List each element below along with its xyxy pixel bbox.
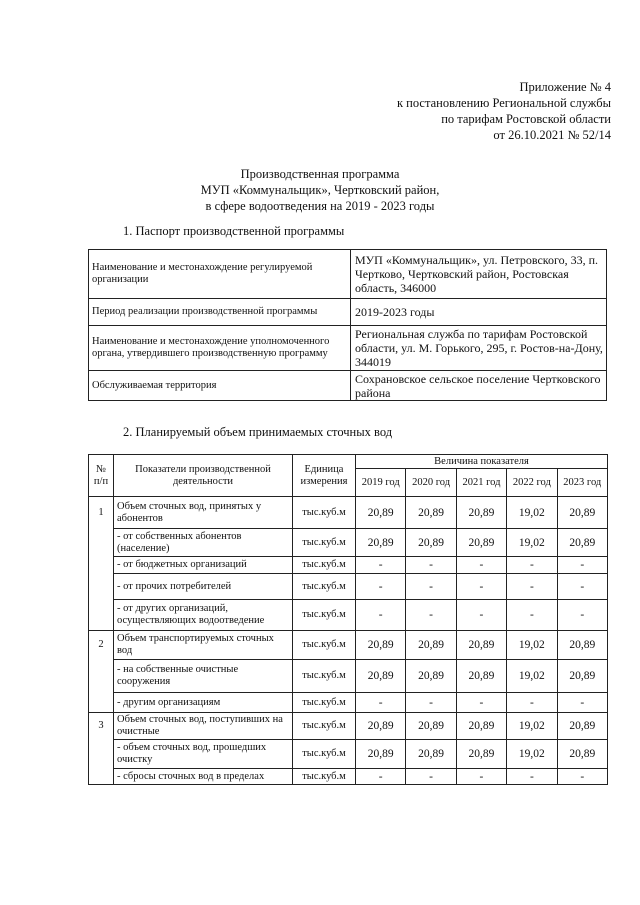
value-cell: -: [356, 557, 406, 574]
value-cell: 20,89: [406, 631, 456, 660]
value-cell: -: [456, 693, 506, 713]
value-cell: -: [356, 600, 406, 631]
value-cell: -: [456, 769, 506, 785]
table-row: [89, 769, 608, 785]
table-row: [89, 600, 608, 631]
passport-value: 2019-2023 годы: [351, 299, 607, 326]
row-number: 1: [89, 497, 114, 529]
value-cell: 20,89: [406, 740, 456, 769]
unit-cell: тыс.куб.м: [293, 631, 356, 660]
title-line: в сфере водоотведения на 2019 - 2023 годы: [205, 199, 435, 213]
table-row: [89, 371, 607, 401]
row-number: 3: [89, 713, 114, 740]
table-row: [89, 529, 608, 557]
table-row: [89, 660, 608, 693]
value-cell: 20,89: [557, 713, 607, 740]
indicator-cell: - на собственные очистные сооружения: [114, 660, 293, 693]
value-cell: 20,89: [456, 631, 506, 660]
value-cell: 20,89: [406, 660, 456, 693]
table-header-row: [89, 455, 608, 469]
indicator-cell: - от бюджетных организаций: [114, 557, 293, 574]
value-cell: 19,02: [507, 529, 557, 557]
value-cell: 20,89: [557, 497, 607, 529]
value-cell: -: [557, 693, 607, 713]
indicator-cell: - сбросы сточных вод в пределах: [114, 769, 293, 785]
table-row: [89, 326, 607, 371]
col-value-header: Величина показателя: [356, 455, 608, 469]
section-1-heading: 1. Паспорт производственной программы: [123, 224, 345, 238]
unit-cell: тыс.куб.м: [293, 557, 356, 574]
value-cell: -: [456, 574, 506, 600]
year-header: 2019 год: [356, 469, 406, 497]
value-cell: -: [406, 693, 456, 713]
table-row: [89, 713, 608, 740]
indicator-cell: Объем сточных вод, поступивших на очистные: [114, 713, 293, 740]
row-number: [89, 660, 114, 693]
title-line: Производственная программа: [240, 167, 400, 181]
value-cell: 20,89: [557, 529, 607, 557]
value-cell: 20,89: [557, 660, 607, 693]
value-cell: -: [507, 769, 557, 785]
indicator-cell: - объем сточных вод, прошедших очистку: [114, 740, 293, 769]
table-row: [89, 631, 608, 660]
value-cell: 20,89: [406, 529, 456, 557]
value-cell: 19,02: [507, 713, 557, 740]
col-indicator-header: Показатели производственной деятельности: [114, 455, 293, 497]
year-header: 2022 год: [507, 469, 557, 497]
row-number: [89, 529, 114, 557]
value-cell: 19,02: [507, 740, 557, 769]
value-cell: -: [356, 693, 406, 713]
value-cell: 20,89: [456, 529, 506, 557]
row-number: [89, 574, 114, 600]
row-number: [89, 693, 114, 713]
passport-label: Период реализации производственной программы: [89, 299, 351, 326]
row-number: [89, 557, 114, 574]
indicator-cell: - другим организациям: [114, 693, 293, 713]
value-cell: -: [507, 600, 557, 631]
passport-value: Сохрановское сельское поселение Чертковского района: [351, 371, 607, 401]
passport-value: Региональная служба по тарифам Ростовской области, ул. М. Горького, 295, г. Ростов-на-Дону, 344019: [351, 326, 607, 371]
appendix-line: Приложение № 4: [519, 80, 611, 94]
value-cell: 20,89: [356, 660, 406, 693]
value-cell: -: [456, 600, 506, 631]
value-cell: 20,89: [356, 713, 406, 740]
indicator-cell: Объем транспортируемых сточных вод: [114, 631, 293, 660]
unit-cell: тыс.куб.м: [293, 769, 356, 785]
unit-cell: тыс.куб.м: [293, 529, 356, 557]
value-cell: 20,89: [406, 713, 456, 740]
passport-label: Обслуживаемая территория: [89, 371, 351, 401]
value-cell: -: [507, 574, 557, 600]
col-num-header: № п/п: [89, 455, 114, 497]
appendix-line: к постановлению Региональной службы: [396, 96, 611, 110]
passport-value: МУП «Коммунальщик», ул. Петровского, 33, п. Чертково, Чертковский район, Ростовская область, 346000: [351, 250, 607, 299]
indicator-cell: - от прочих потребителей: [114, 574, 293, 600]
value-cell: -: [456, 557, 506, 574]
value-cell: 20,89: [456, 497, 506, 529]
value-cell: -: [406, 769, 456, 785]
row-number: [89, 769, 114, 785]
title-line: МУП «Коммунальщик», Чертковский район,: [200, 183, 440, 197]
value-cell: 20,89: [356, 740, 406, 769]
unit-cell: тыс.куб.м: [293, 574, 356, 600]
value-cell: 19,02: [507, 497, 557, 529]
value-cell: -: [406, 557, 456, 574]
table-row: [89, 740, 608, 769]
passport-label: Наименование и местонахождение регулируемой организации: [89, 250, 351, 299]
unit-cell: тыс.куб.м: [293, 740, 356, 769]
table-row: [89, 250, 607, 299]
unit-cell: тыс.куб.м: [293, 660, 356, 693]
value-cell: 19,02: [507, 660, 557, 693]
value-cell: 20,89: [406, 497, 456, 529]
value-cell: -: [356, 769, 406, 785]
indicator-cell: - от собственных абонентов (население): [114, 529, 293, 557]
value-cell: -: [557, 557, 607, 574]
value-cell: -: [406, 574, 456, 600]
year-header: 2023 год: [557, 469, 607, 497]
unit-cell: тыс.куб.м: [293, 497, 356, 529]
table-row: [89, 497, 608, 529]
indicator-cell: Объем сточных вод, принятых у абонентов: [114, 497, 293, 529]
table-row: [89, 693, 608, 713]
value-cell: -: [557, 600, 607, 631]
row-number: [89, 740, 114, 769]
document-title: [0, 166, 640, 214]
value-cell: 20,89: [456, 660, 506, 693]
year-header: 2021 год: [456, 469, 506, 497]
section-2-heading: 2. Планируемый объем принимаемых сточных вод: [123, 425, 393, 439]
value-cell: 20,89: [456, 740, 506, 769]
row-number: [89, 600, 114, 631]
table-row: [89, 299, 607, 326]
value-cell: 20,89: [456, 713, 506, 740]
value-cell: -: [406, 600, 456, 631]
appendix-header: [397, 79, 611, 143]
wastewater-volume-table: [88, 454, 608, 785]
unit-cell: тыс.куб.м: [293, 713, 356, 740]
passport-label: Наименование и местонахождение уполномоченного органа, утвердившего производственную программу: [89, 326, 351, 371]
value-cell: 20,89: [356, 497, 406, 529]
unit-cell: тыс.куб.м: [293, 693, 356, 713]
value-cell: 20,89: [557, 631, 607, 660]
table-row: [89, 574, 608, 600]
value-cell: -: [356, 574, 406, 600]
indicator-cell: - от других организаций, осуществляющих водоотведение: [114, 600, 293, 631]
col-unit-header: Единица измерения: [293, 455, 356, 497]
appendix-line: по тарифам Ростовской области: [441, 112, 611, 126]
appendix-line: от 26.10.2021 № 52/14: [493, 128, 611, 142]
value-cell: -: [557, 769, 607, 785]
value-cell: -: [507, 557, 557, 574]
value-cell: 20,89: [557, 740, 607, 769]
row-number: 2: [89, 631, 114, 660]
value-cell: 20,89: [356, 529, 406, 557]
unit-cell: тыс.куб.м: [293, 600, 356, 631]
value-cell: -: [507, 693, 557, 713]
value-cell: 20,89: [356, 631, 406, 660]
value-cell: -: [557, 574, 607, 600]
year-header: 2020 год: [406, 469, 456, 497]
table-row: [89, 557, 608, 574]
value-cell: 19,02: [507, 631, 557, 660]
passport-table: [88, 249, 607, 401]
